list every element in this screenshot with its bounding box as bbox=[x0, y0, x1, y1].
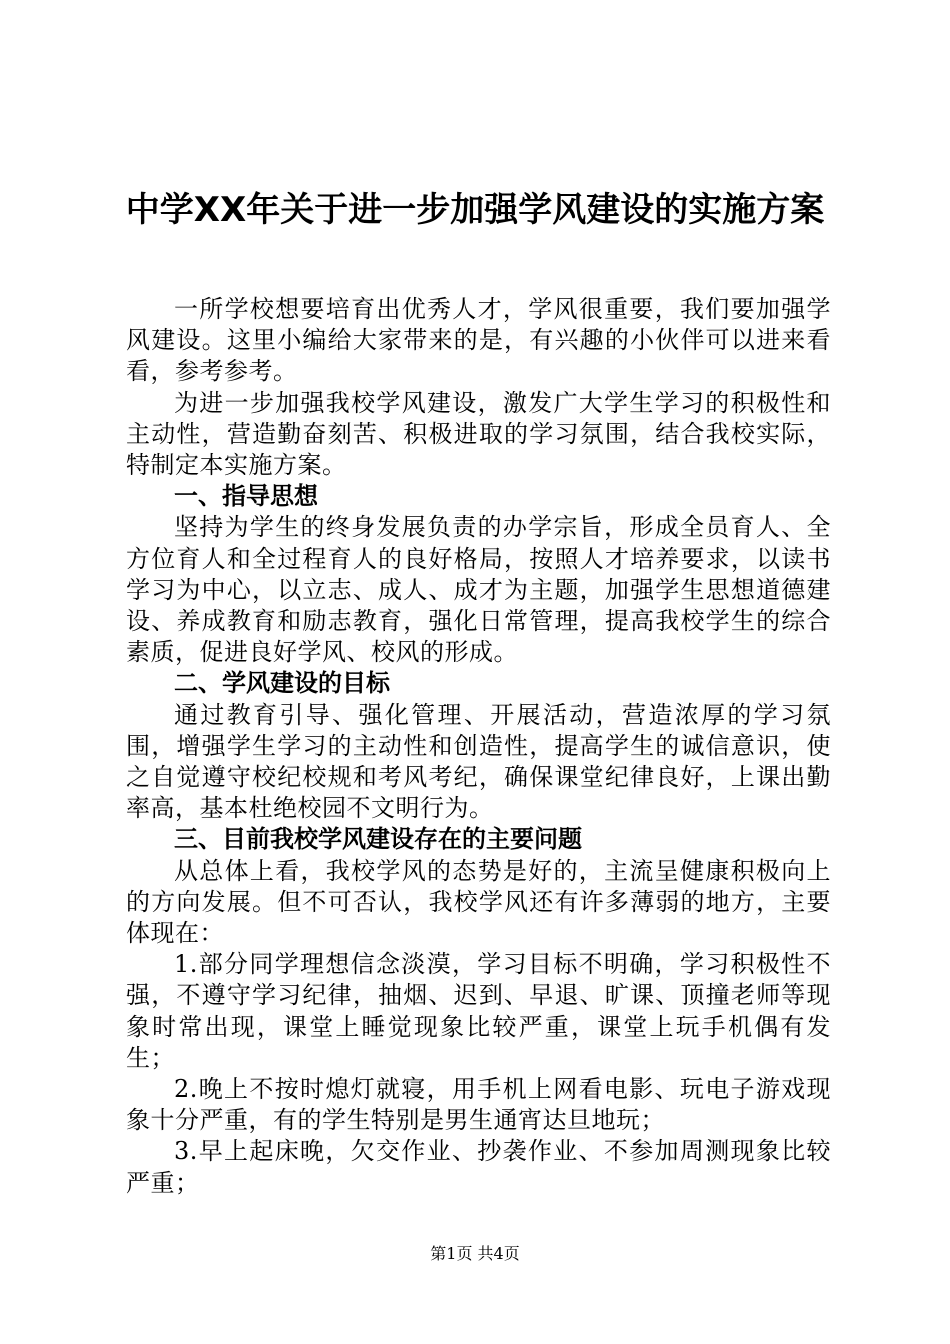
problem-item-2: 2.晚上不按时熄灯就寝，用手机上网看电影、玩电子游戏现象十分严重，有的学生特别是男生通宵达旦地玩； bbox=[126, 1075, 831, 1135]
section-heading-goals: 二、学风建设的目标 bbox=[174, 669, 390, 698]
section-heading-problems: 三、目前我校学风建设存在的主要问题 bbox=[174, 825, 582, 854]
problem-item-1: 1.部分同学理想信念淡漠，学习目标不明确，学习积极性不强，不遵守学习纪律，抽烟、迟到、早退、旷课、顶撞老师等现象时常出现，课堂上睡觉现象比较严重，课堂上玩手机偶有发生； bbox=[126, 950, 831, 1072]
section-heading-guiding-ideology: 一、指导思想 bbox=[174, 482, 318, 511]
guiding-ideology-paragraph: 坚持为学生的终身发展负责的办学宗旨，形成全员育人、全方位育人和全过程育人的良好格局，按照人才培养要求，以读书学习为中心，以立志、成人、成才为主题，加强学生思想道德建设、养成教育和励志教育，强化日常管理，提高我校学生的综合素质，促进良好学风、校风的形成。 bbox=[126, 513, 831, 667]
problem-item-3: 3.早上起床晚，欠交作业、抄袭作业、不参加周测现象比较严重； bbox=[126, 1137, 831, 1197]
problems-overview-paragraph: 从总体上看，我校学风的态势是好的，主流呈健康积极向上的方向发展。但不可否认，我校学风还有许多薄弱的地方，主要体现在： bbox=[126, 856, 831, 948]
document-title: 中学XX年关于进一步加强学风建设的实施方案 bbox=[125, 190, 825, 230]
document-body bbox=[126, 294, 831, 1199]
goals-paragraph: 通过教育引导、强化管理、开展活动，营造浓厚的学习氛围，增强学生学习的主动性和创造性，提高学生的诚信意识，使之自觉遵守校纪校规和考风考纪，确保课堂纪律良好，上课出勤率高，基本杜绝校园不文明行为。 bbox=[126, 700, 831, 823]
intro-paragraph: 一所学校想要培育出优秀人才，学风很重要，我们要加强学风建设。这里小编给大家带来的是，有兴趣的小伙伴可以进来看看，参考参考。 bbox=[126, 295, 831, 386]
page-number-footer: 第1页 共4页 bbox=[430, 1244, 520, 1263]
purpose-paragraph: 为进一步加强我校学风建设，激发广大学生学习的积极性和主动性，营造勤奋刻苦、积极进取的学习氛围，结合我校实际，特制定本实施方案。 bbox=[126, 388, 831, 480]
